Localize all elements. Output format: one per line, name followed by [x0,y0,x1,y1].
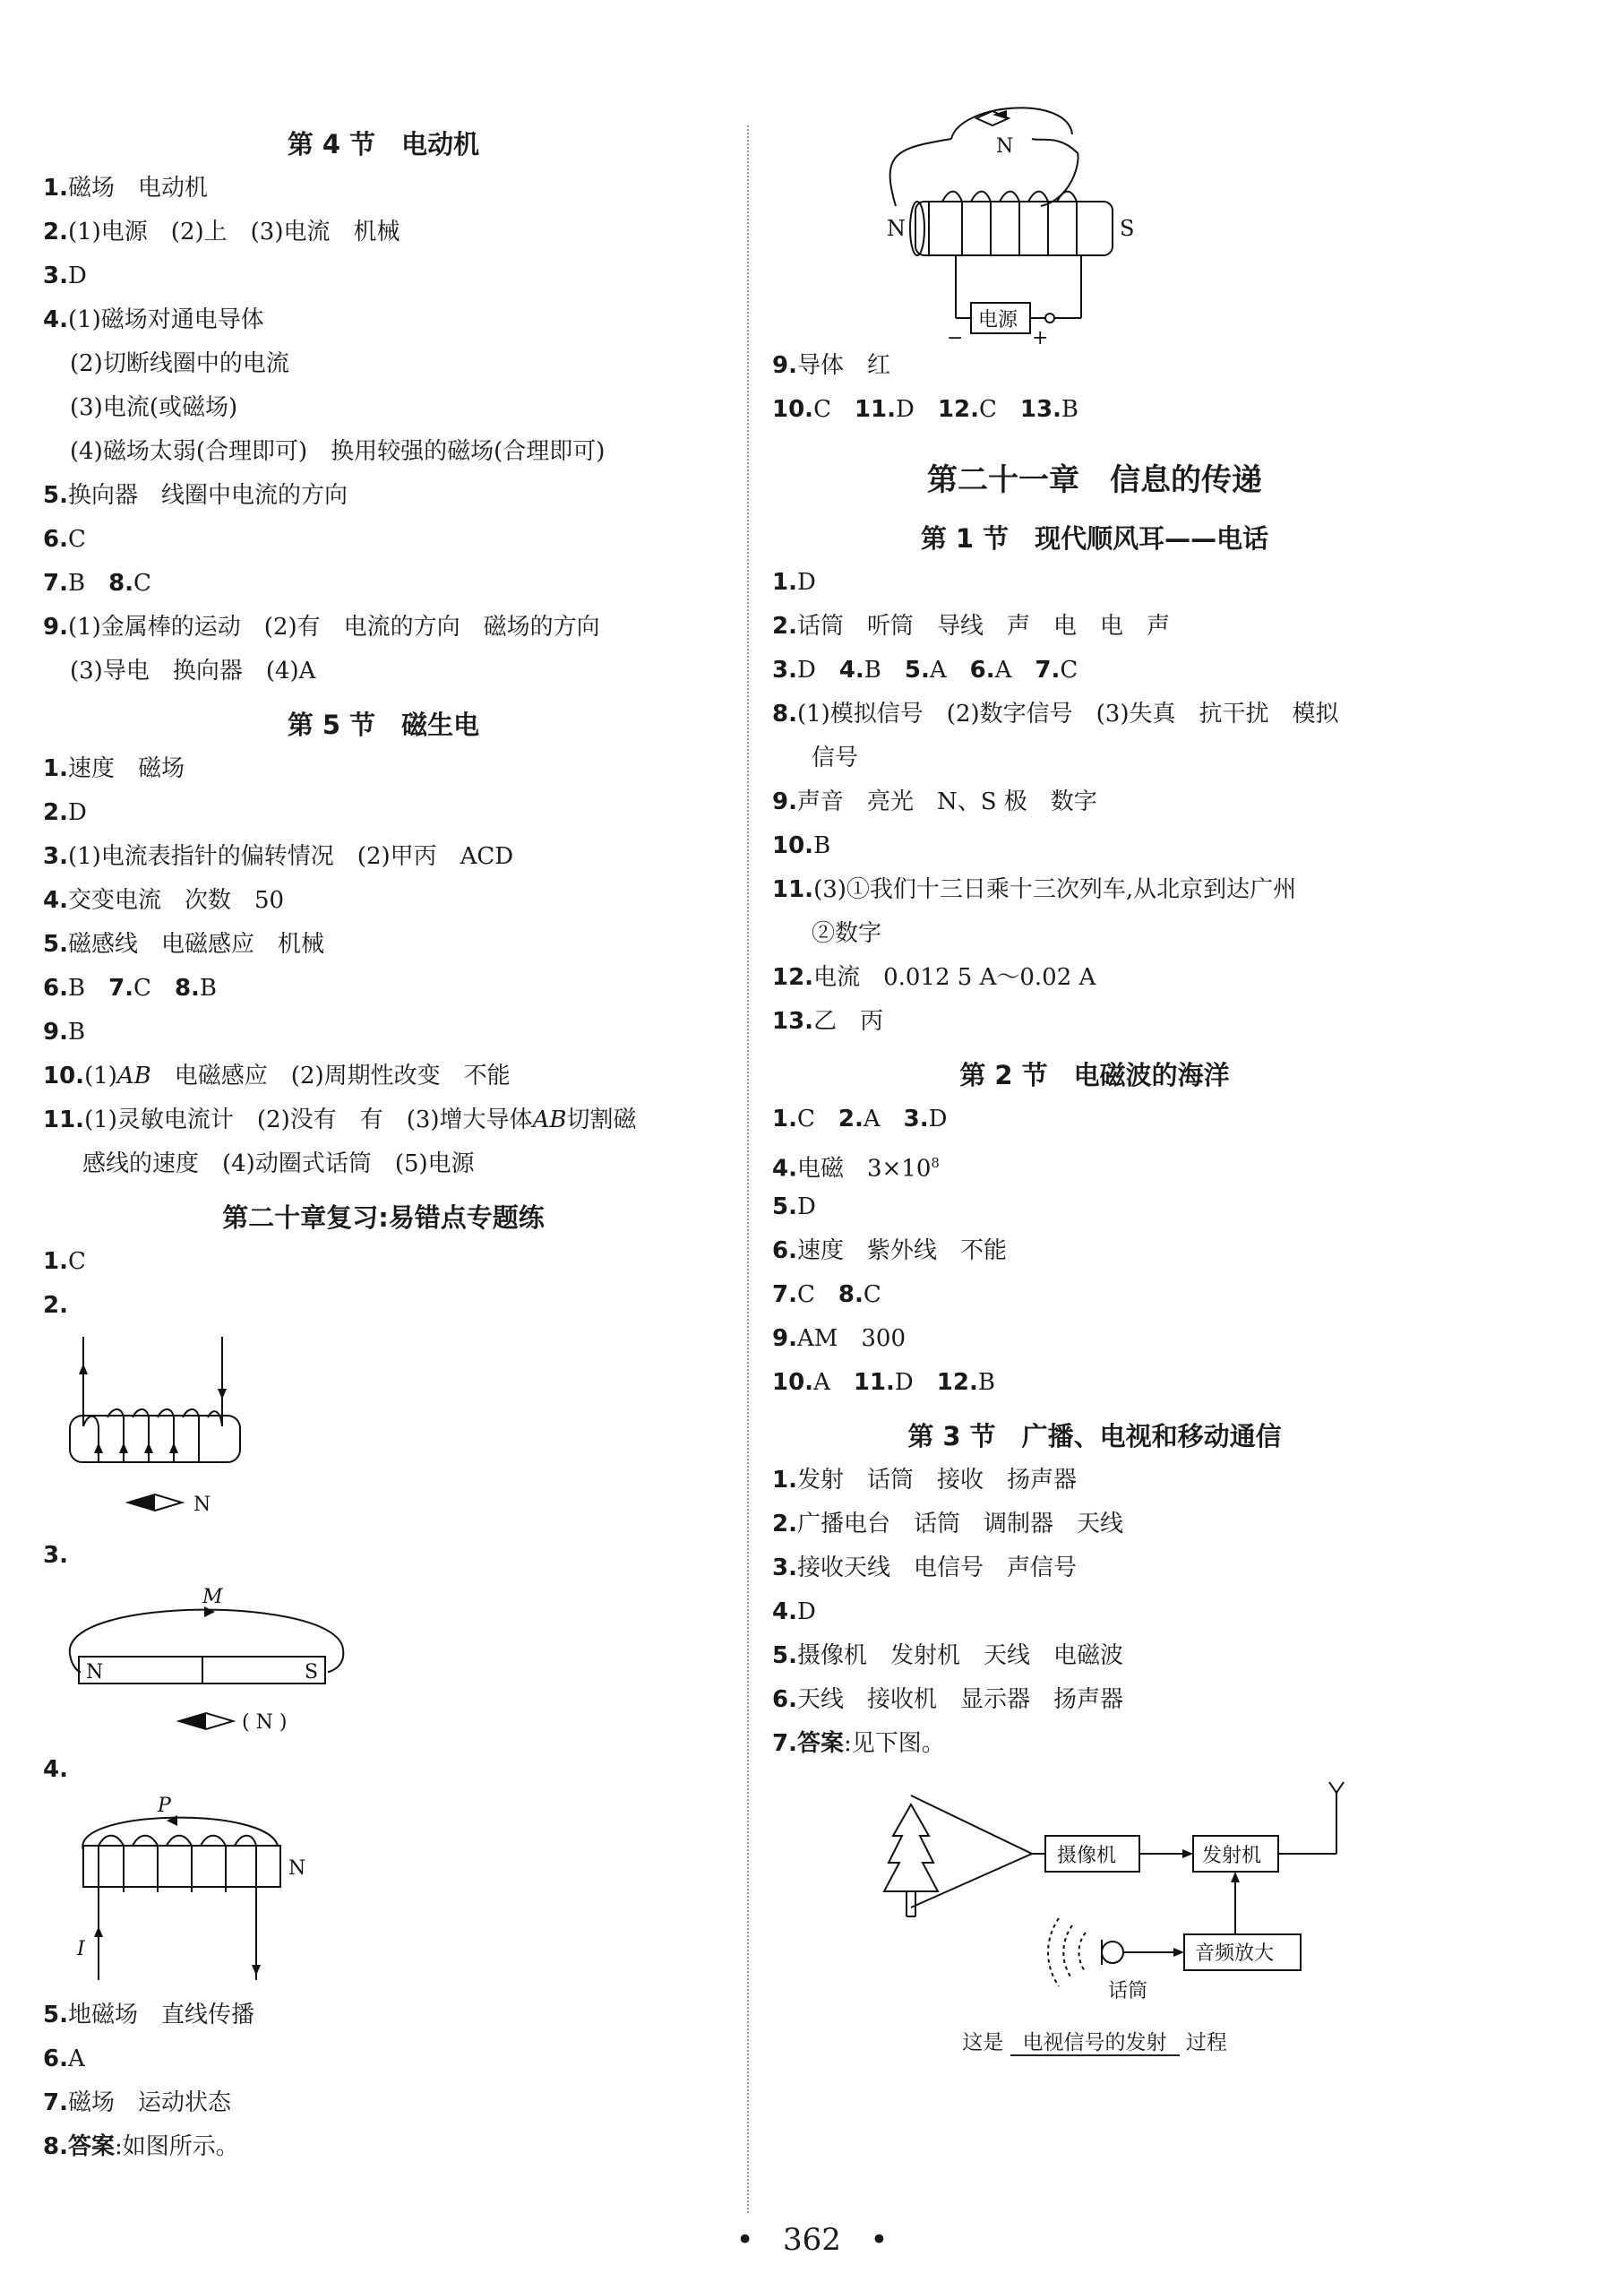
answer-line [772,605,1417,649]
question-number: 8. [174,975,200,1002]
answer-text: D [67,263,87,289]
answer-text: D [928,1106,948,1132]
answer-line [43,1994,724,2037]
answer-line [43,386,724,430]
answer-line [772,1273,1417,1317]
question-number: 9. [43,614,68,641]
question-number: 9. [772,1325,797,1352]
answer-text: D [67,799,87,826]
question-number: 1. [772,1106,797,1132]
answer-text: (2)切断线圈中的电流 [70,350,289,377]
answer-line: 4.电磁 $3\times 10^8$ [772,1155,940,1183]
answer-line [772,1634,1417,1678]
answer-line [772,736,1417,780]
figure-tv-transmission [772,1773,1417,2024]
question-number: 1. [43,175,68,202]
question-number: 2. [43,799,68,826]
answer-text: 换向器 线圈中电流的方向 [67,482,348,509]
question-number: 5. [43,931,68,958]
question-number: 2. [772,613,797,640]
section-3-answers [772,1459,1417,1722]
question-number: 12. [937,396,979,423]
answer-line [43,430,724,474]
answer-text: 乙 丙 [813,1008,884,1035]
answer-line [772,344,1417,388]
answer-line [772,1000,1417,1044]
figure-q8-label-right-s: S [1120,216,1135,241]
answer-text: 地磁场 直线传播 [67,2002,254,2028]
question-number: 8. [108,570,134,597]
figure-q3-label-m: M [202,1586,223,1608]
question-number: 3. [43,843,68,870]
question-number: 2. [838,1106,864,1132]
answer-line [772,1317,1417,1361]
answer-text: D [796,1598,816,1625]
section-4-answers [43,167,724,693]
question-number: 5. [904,657,930,684]
answer-line [43,650,724,693]
answer-text: B [199,975,218,1002]
section-4-title: 第 4 节 电动机 [287,129,480,159]
column-divider [747,125,749,2213]
answer-line: 1.C [43,1248,86,1275]
tv-camera-label: 摄像机 [1057,1845,1117,1867]
question-number: 3. [772,657,797,684]
figure-q3-label-s: S [305,1661,319,1684]
question-number: 4. [772,1598,797,1625]
question-number: 7. [772,1281,797,1308]
review-title: 第二十章复习:易错点专题练 [222,1202,545,1233]
question-number: 10. [772,396,814,423]
answer-line [772,1361,1417,1405]
chapter-21-title: 第二十一章 信息的传递 [927,462,1262,498]
left-column [43,116,724,2169]
answer-text: AM 300 [796,1325,906,1352]
figure-q3-compass-label: ( N ) [242,1711,288,1734]
figure-q4-label-i: I [77,1938,85,1960]
answer-line: 4. [43,1756,68,1783]
tv-caption-blank: 电视信号的发射 [1010,2031,1180,2056]
answer-text: (1)电源 (2)上 (3)电流 机械 [67,219,400,245]
tv-transmitter-label: 发射机 [1202,1845,1262,1867]
figure-q4-label-n: N [288,1857,306,1880]
question-number: 1. [772,569,797,596]
answer-text: B [813,832,831,859]
answer-line [43,298,724,342]
answer-text: 电流 0.012 5 A～0.02 A [813,964,1096,991]
answer-line [43,747,724,791]
answer-line: 11.(1)灵敏电流计 (2)没有 有 (3)增大导体AB切割磁 [43,1107,637,1133]
answer-text: A [929,657,970,684]
question-number: 9. [772,352,797,379]
question-number: 6. [43,526,68,553]
answer-line: 8.答案:如图所示。 [43,2133,239,2160]
answer-line [772,1590,1417,1634]
question-number: 1. [772,1467,797,1494]
question-number: 9. [43,1019,68,1046]
answer-text: 接收天线 电信号 声信号 [796,1554,1077,1581]
answer-text: (4)磁场太弱(合理即可) 换用较强的磁场(合理即可) [70,438,606,465]
answer-line [772,1098,1417,1141]
figure-q8-power-source: 电源 [978,309,1018,332]
answer-line [43,2081,724,2125]
answer-line: 10.(1)AB 电磁感应 (2)周期性改变 不能 [43,1063,511,1089]
answer-text: C [67,526,86,553]
figure-q8-label-top-n: N [996,135,1014,158]
answer-text: 磁场 运动状态 [67,2089,231,2116]
question-number: 6. [43,2045,68,2072]
answer-line [43,562,724,606]
answer-text: B [977,1369,995,1396]
answer-text: 声音 亮光 N、S 极 数字 [796,788,1097,815]
answer-text: A [863,1106,904,1132]
answer-text: D [796,657,839,684]
answer-text: (3)①我们十三日乘十三次列车,从北京到达广州 [813,876,1297,903]
figure-q4-label-p: P [158,1795,171,1817]
tv-mic-label: 话筒 [1108,1980,1148,2002]
question-number: 6. [772,1237,797,1264]
figure-q4-solenoid [43,1792,724,1994]
answer-line [43,1011,724,1055]
question-number: 11. [853,1369,895,1396]
section-3-title: 第 3 节 广播、电视和移动通信 [907,1421,1282,1451]
right-column [772,18,1417,2055]
section-2-answers-a [772,1098,1417,1141]
answer-line [43,518,724,562]
question-number: 1. [43,755,68,782]
question-number: 8. [772,701,797,728]
answer-line [43,342,724,386]
answer-text: C [978,396,1020,423]
answer-text: ②数字 [812,920,882,947]
answer-line [772,561,1417,605]
answer-text: (1)模拟信号 (2)数字信号 (3)失真 抗干扰 模拟 [796,701,1339,728]
question-number: 5. [772,1193,797,1220]
figure-q2-solenoid [43,1328,724,1534]
answer-text: 广播电台 话筒 调制器 天线 [796,1511,1123,1537]
answer-line: 2. [43,1292,68,1319]
answer-line [772,1185,1417,1229]
answer-text: A [813,1369,854,1396]
question-number: 2. [43,219,68,245]
answer-text: (3)导电 换向器 (4)A [70,658,316,685]
question-number: 4. [838,657,864,684]
answer-text: 磁感线 电磁感应 机械 [67,931,324,958]
question-number: 13. [1019,396,1061,423]
answer-line [43,923,724,967]
answer-line [772,956,1417,1000]
answer-text: 速度 磁场 [67,755,185,782]
question-number: 12. [936,1369,978,1396]
answer-text: A [994,657,1035,684]
answer-line [43,167,724,211]
answer-text: (1)金属棒的运动 (2)有 电流的方向 磁场的方向 [67,614,600,641]
answer-text: D [896,396,938,423]
answer-text: B [67,1019,86,1046]
answer-text: 摄像机 发射机 天线 电磁波 [796,1642,1123,1669]
question-number: 3. [772,1554,797,1581]
answer-text: (1)磁场对通电导体 [67,306,264,333]
tv-caption: 这是 电视信号的发射 过程 [962,2031,1227,2054]
answer-line: 3. [43,1542,68,1569]
section-2-title: 第 2 节 电磁波的海洋 [959,1060,1230,1090]
tv-amplifier-label: 音频放大 [1195,1942,1275,1965]
question-number: 2. [772,1511,797,1537]
answer-line [772,1459,1417,1503]
answer-line [43,2037,724,2081]
figure-q8-plus: + [1032,327,1049,349]
question-number: 10. [772,1369,814,1396]
question-number: 9. [772,788,797,815]
question-number: 5. [43,482,68,509]
answer-line [772,780,1417,824]
answer-text: D [796,1193,816,1220]
answer-text: D [894,1369,937,1396]
answer-text: D [796,569,816,596]
answer-text: 交变电流 次数 50 [67,887,285,914]
answer-line [43,254,724,298]
answer-line [772,1229,1417,1273]
answer-text: B [864,657,905,684]
question-number: 11. [854,396,897,423]
question-number: 4. [43,306,68,333]
answer-line [43,791,724,835]
answer-line [43,835,724,879]
figure-q2-label-n: N [193,1494,211,1516]
figure-q8-circuit [772,18,1417,349]
answer-text: C [133,975,175,1002]
section-5-answers [43,747,724,1055]
figure-q8-label-left-n: N [887,216,906,241]
question-number: 5. [43,2002,68,2028]
answer-line [772,912,1417,956]
answer-text: B [1061,396,1079,423]
question-number: 5. [772,1642,797,1669]
question-number: 13. [772,1008,814,1035]
answer-text: (3)电流(或磁场) [70,394,238,421]
answer-line [43,211,724,254]
figure-q8-minus: − [947,327,964,349]
section-1-title: 第 1 节 现代顺风耳——电话 [920,523,1269,554]
figure-q3-label-n: N [86,1661,104,1684]
answer-text: B [67,570,109,597]
answer-line [43,967,724,1011]
answer-line [43,879,724,923]
answer-line [772,649,1417,693]
answer-line [772,1678,1417,1722]
question-number: 7. [43,2089,68,2116]
section-1-answers [772,561,1417,1044]
answer-line [772,388,1417,432]
section-5-title: 第 5 节 磁生电 [287,710,480,740]
answer-text: C [863,1281,881,1308]
answer-text: C [796,1106,838,1132]
answer-text: 导体 红 [796,352,890,379]
answer-text: C [796,1281,838,1308]
answer-line [43,606,724,650]
answer-text: C [813,396,855,423]
answer-line [772,868,1417,912]
answer-line [43,474,724,518]
question-number: 11. [772,876,814,903]
review-tail-answers [43,1994,724,2125]
question-number: 10. [772,832,814,859]
answer-line [772,693,1417,736]
answer-text: 速度 紫外线 不能 [796,1237,1007,1264]
chapter-20-tail-answers [772,344,1417,432]
answer-text: 话筒 听筒 导线 声 电 电 声 [796,613,1170,640]
answer-text: B [67,975,109,1002]
question-number: 12. [772,964,814,991]
answer-text: 信号 [812,745,859,771]
answer-text: 天线 接收机 显示器 扬声器 [796,1686,1123,1713]
answer-line [772,1546,1417,1590]
page-number: • 362 • [735,2222,889,2258]
question-number: 6. [772,1686,797,1713]
answer-line: 7.答案:见下图。 [772,1730,945,1757]
answer-text: (1)电流表指针的偏转情况 (2)甲丙 ACD [67,843,514,870]
question-number: 7. [43,570,68,597]
answer-text: 磁场 电动机 [67,175,208,202]
answer-line [772,1503,1417,1546]
answer-text: 发射 话筒 接收 扬声器 [796,1467,1077,1494]
question-number: 8. [838,1281,864,1308]
question-number: 7. [108,975,134,1002]
answer-line [772,824,1417,868]
figure-q3-bar-magnet [43,1578,724,1748]
question-number: 7. [1035,657,1061,684]
question-number: 3. [903,1106,929,1132]
section-2-answers-b [772,1185,1417,1405]
question-number: 4. [43,887,68,914]
answer-text: C [1060,657,1078,684]
question-number: 6. [969,657,995,684]
question-number: 3. [43,263,68,289]
answer-text: C [133,570,151,597]
answer-text: A [67,2045,85,2072]
question-number: 6. [43,975,68,1002]
answer-line: 感线的速度 (4)动圈式话筒 (5)电源 [82,1150,475,1177]
